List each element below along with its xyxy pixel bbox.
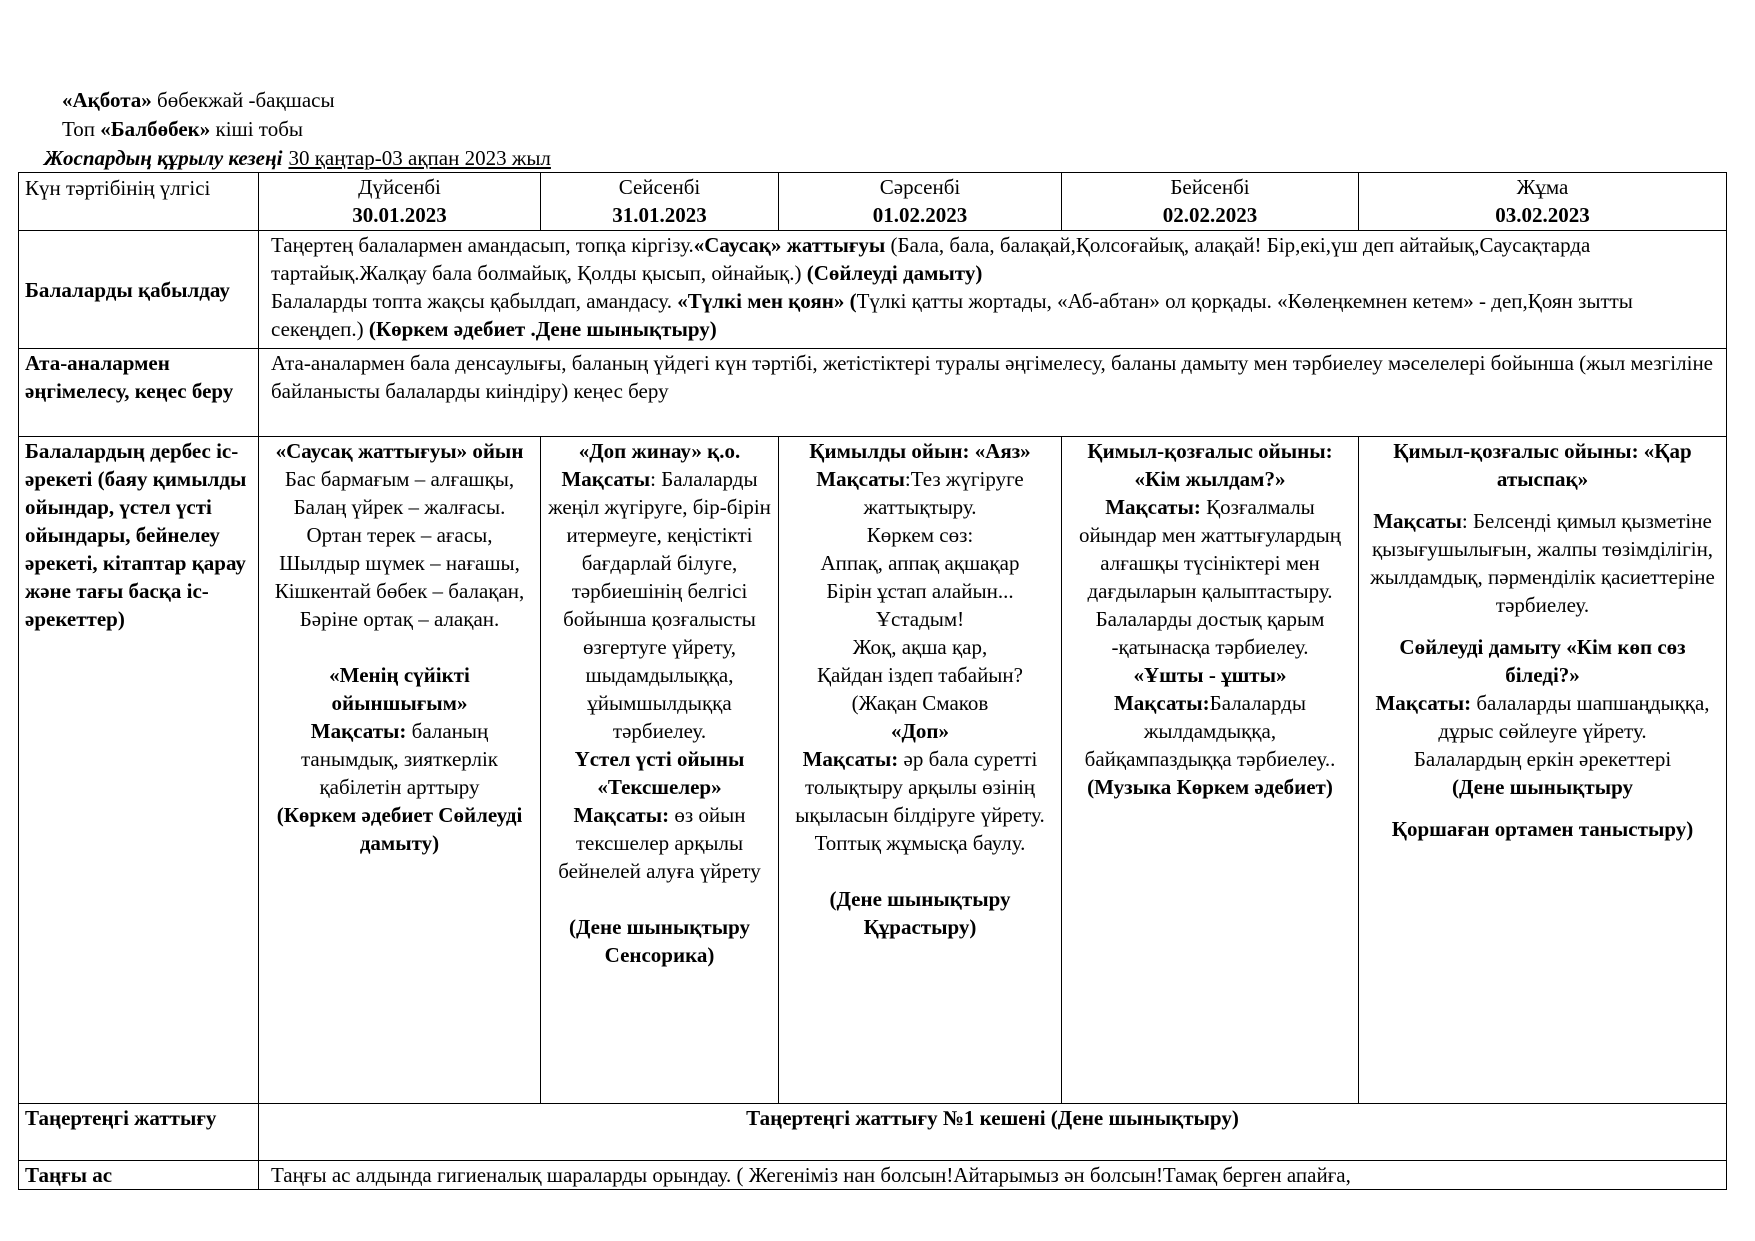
activity-thursday: Қимыл-қозғалыс ойыны: «Кім жылдам?» Мақсаты: Қозғалмалы ойындар мен жаттығулардың алғашқы түсініктері мен дағдыларын қалыптастыру. Балаларды достық қарым -қатынасқа тәрбиелеу. «Ұшты - ұшты» Мақсаты:Балаларды жылдамдыққа, байқампаздыққа тәрбиелеу.. (Музыка Көркем әдебиет) bbox=[1062, 437, 1359, 1104]
plan-period: Жоспардың құрылу кезеңі 30 қаңтар-03 ақпан 2023 жыл bbox=[44, 146, 551, 170]
kindergarten-name: «Ақбота» бөбекжай -бақшасы bbox=[62, 88, 335, 112]
day-header: Жұма 03.02.2023 bbox=[1359, 173, 1727, 231]
activity-monday: «Саусақ жаттығуы» ойын Бас бармағым – алғашқы, Балаң үйрек – жалғасы. Ортан терек – ағасы, Шылдыр шүмек – нағашы, Кішкентай бөбек – балақан, Бәріне ортақ – алақан. «Менің сүйікті ойыншығым» Мақсаты: баланың танымдық, зияткерлік қабілетін арттыру (Көркем әдебиет Сөйлеуді дамыту) bbox=[259, 437, 541, 1104]
day-header: Сәрсенбі 01.02.2023 bbox=[779, 173, 1062, 231]
day-header: Сейсенбі 31.01.2023 bbox=[541, 173, 779, 231]
day-header: Бейсенбі 02.02.2023 bbox=[1062, 173, 1359, 231]
row-label: Таңертеңгі жаттығу bbox=[19, 1104, 259, 1161]
table-header-row bbox=[19, 173, 1727, 231]
activity-wednesday: Қимылды ойын: «Аяз» Мақсаты:Тез жүгіруге жаттықтыру. Көркем сөз: Аппақ, аппақ ақшақар Бірін ұстап алайын... Ұстадым! Жоқ, ақша қар, Қайдан іздеп табайын? (Жақан Смаков «Доп» Мақсаты: әр бала суретті толықтыру арқылы өзінің ықыласын білдіруге үйрету. Топтық жұмысқа баулу. (Дене шынықтыру Құрастыру) bbox=[779, 437, 1062, 1104]
row-label: Балаларды қабылдау bbox=[19, 231, 259, 349]
reception-text: Таңертең балалармен амандасып, топқа кіргізу.«Саусақ» жаттығуы (Бала, бала, балақай,Қолсоғайық, алақай! Бір,екі,үш деп айтайық,Саусақтарда тартайық.Жалқау бала болмайық, Қолды қысып, ойнайық.) (Сөйлеуді дамыту) Балаларды топта жақсы қабылдап, амандасу. «Түлкі мен қоян» (Түлкі қатты жортады, «Аб-абтан» ол қорқады. «Көлеңкемнен кетем» - деп,Қоян зытты секеңдеп.) (Көркем әдебиет .Дене шынықтыру) bbox=[259, 231, 1727, 349]
activity-row bbox=[19, 437, 1727, 1104]
reception-row bbox=[19, 231, 1727, 349]
day-header: Дүйсенбі 30.01.2023 bbox=[259, 173, 541, 231]
activity-friday: Қимыл-қозғалыс ойыны: «Қар атыспақ» Мақсаты: Белсенді қимыл қызметіне қызығушылығын, жалпы төзімділігін, жылдамдық, пәрменділік қасиеттеріне тәрбиелеу. Сөйлеуді дамыту «Кім көп сөз біледі?» Мақсаты: балаларды шапшаңдыққа, дұрыс сөйлеуге үйрету. Балалардың еркін әрекеттері (Дене шынықтыру Қоршаған ортамен таныстыру) bbox=[1359, 437, 1727, 1104]
row-label: Ата-аналармен әңгімелесу, кеңес беру bbox=[19, 349, 259, 437]
activity-tuesday: «Доп жинау» қ.о. Мақсаты: Балаларды жеңіл жүгіруге, бір-бірін итермеуге, кеңістікті бағдарлай білуге, тәрбиешінің белгісі бойынша қозғалысты өзгертуге үйрету, шыдамдылыққа, ұйымшылдыққа тәрбиелеу. Үстел үсті ойыны «Тексшелер» Мақсаты: өз ойын тексшелер арқылы бейнелей алуға үйрету (Дене шынықтыру Сенсорика) bbox=[541, 437, 779, 1104]
row-label: Таңғы ас bbox=[19, 1161, 259, 1190]
schedule-header: Күн тәртібінің үлгісі bbox=[19, 173, 259, 231]
parents-text: Ата-аналармен бала денсаулығы, баланың үйдегі күн тәртібі, жетістіктері туралы әңгімелесу, баланы дамыту мен тәрбиелеу мәселелері бойынша (жыл мезгіліне байланысты балаларды киіндіру) кеңес беру bbox=[259, 349, 1727, 437]
exercise-text: Таңертеңгі жаттығу №1 кешені (Дене шынықтыру) bbox=[259, 1104, 1727, 1161]
breakfast-text: Таңғы ас алдында гигиеналық шараларды орындау. ( Жегеніміз нан болсын!Айтарымыз ән болсын!Тамақ берген апайға, bbox=[259, 1161, 1727, 1190]
breakfast-row bbox=[19, 1161, 1727, 1190]
exercise-row bbox=[19, 1104, 1727, 1161]
group-name: Топ «Балбөбек» кіші тобы bbox=[62, 117, 303, 141]
weekly-plan-table bbox=[18, 172, 1727, 1190]
parents-row bbox=[19, 349, 1727, 437]
row-label: Балалардың дербес іс-әрекеті (баяу қимылды ойындар, үстел үсті ойындары, бейнелеу әрекеті, кітаптар қарау және тағы басқа іс-әрекеттер) bbox=[19, 437, 259, 1104]
